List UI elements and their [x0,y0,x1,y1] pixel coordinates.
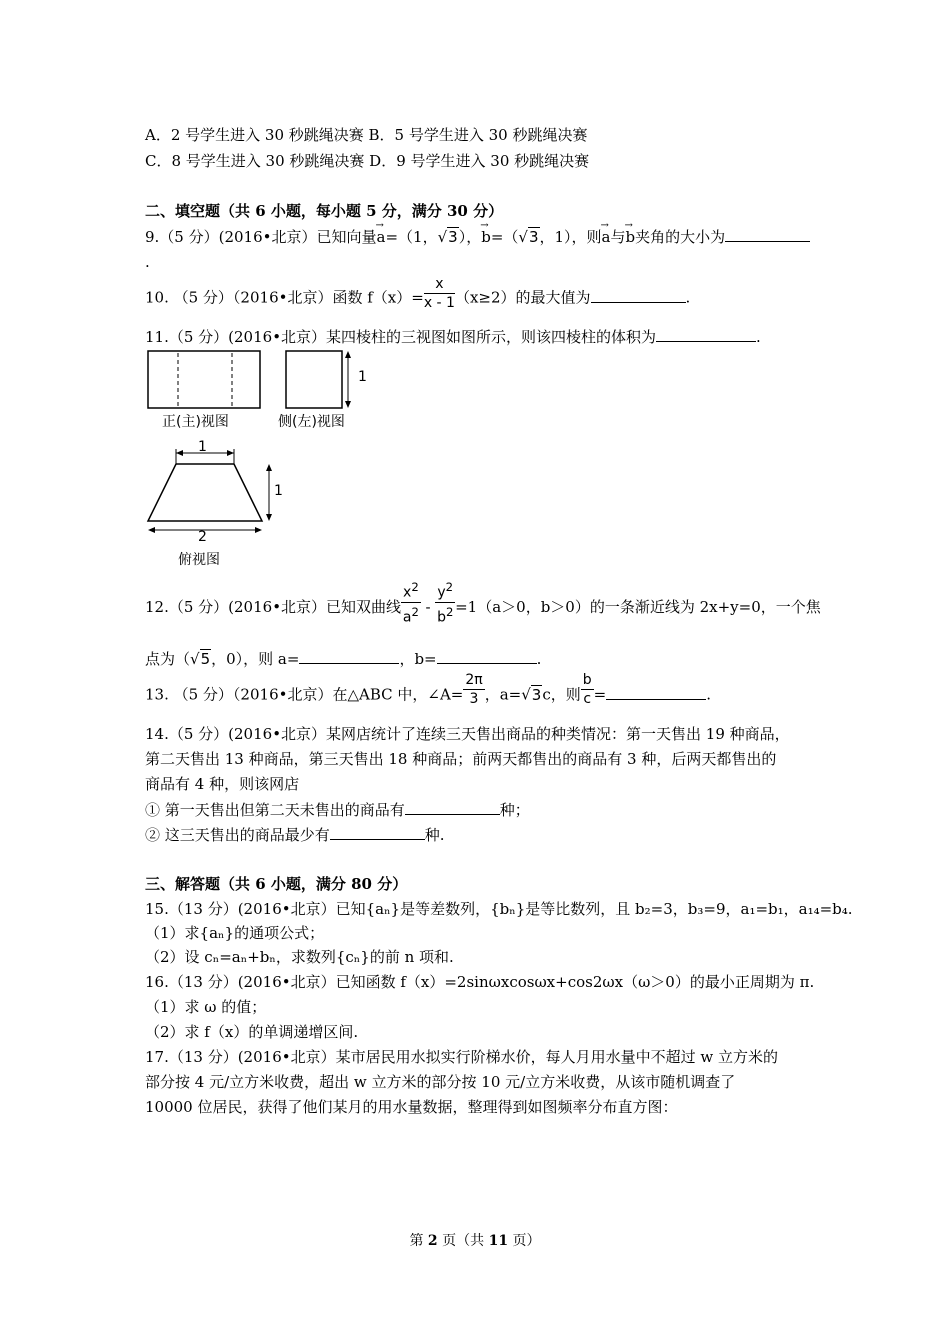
fraction-denominator [435,603,455,627]
question-15-line1: 15.（13 分）(2016•北京）已知{aₙ}是等差数列，{bₙ}是等比数列，且 b₂=3，b₃=9，a₁=b₁，a₁₄=b₄. [145,900,853,918]
question-16-line1: 16.（13 分）(2016•北京）已知函数 f（x）=2sinωxcosωx+cos2ωx（ω＞0）的最小正周期为 π. [145,973,815,991]
q12-end: . [536,650,542,668]
answer-blank[interactable] [330,824,425,840]
q9-text: 与 [610,228,626,246]
var-a: a [402,609,412,626]
three-view-drawing [140,345,380,575]
answer-blank-a[interactable] [299,648,399,664]
question-17-line1: 17.（13 分）(2016•北京）某市居民用水拟实行阶梯水价，每人月用水量中不超过 w 立方米的 [145,1048,778,1066]
question-12-line2 [145,648,541,669]
q11-text: 11.（5 分）(2016•北京）某四棱柱的三视图如图所示，则该四棱柱的体积为 [145,328,657,346]
question-16-line2: （1）求 ω 的值； [145,998,267,1016]
q12-text: 点为（ [145,650,191,668]
arrow-down [266,514,272,521]
question-14-line2: 第二天售出 13 种商品，第三天售出 18 种商品；前两天都售出的商品有 3 种，后两天都售出的 [145,750,777,768]
q11-end: . [756,328,761,346]
fraction [401,578,421,626]
front-view-label: 正(主)视图 [162,414,229,430]
question-17-line2: 部分按 4 元/立方米收费，超出 w 立方米的部分按 10 元/立方米收费，从该市随机调查了 [145,1073,736,1091]
question-15-line2: （1）求{aₙ}的通项公式； [145,924,325,942]
sqrt-radicand: 5 [200,650,211,668]
fraction-denominator: c [583,691,592,707]
q9-text: =（1， [385,228,438,246]
answer-blank[interactable] [725,226,810,242]
q14-sub2-end: 种. [424,826,445,844]
q9-text: 夹角的大小为 [635,228,726,246]
option-line-cd: C．8 号学生进入 30 秒跳绳决赛 D．9 号学生进入 30 秒跳绳决赛 [145,152,590,170]
top-view-trapezoid [148,464,262,521]
section-heading-solutions: 三、解答题（共 6 小题，满分 80 分） [145,875,408,893]
sqrt-symbol: √3 [437,228,458,246]
front-view-rect [148,351,260,408]
fraction-numerator: x [424,275,455,294]
fraction-numerator [435,578,455,603]
page-total: 11 [488,1233,509,1249]
q9-text: ）， [458,228,482,246]
q9-end: . [145,253,150,271]
q14-sub1-end: 种； [499,801,530,819]
answer-blank[interactable] [606,684,706,700]
q13-text: c，则 [542,685,581,704]
arrow-down [345,401,351,408]
sqrt-symbol: √3 [518,228,539,246]
side-view-rect [286,351,342,408]
q13-prefix: 13. （5 分）（2016•北京）在△ABC 中，∠A= [145,685,464,704]
top-width-label: 1 [198,439,207,455]
three-view-figure [140,345,380,575]
sqrt-symbol: √5 [190,650,211,668]
sqrt-radicand: 3 [448,228,458,246]
q14-sub1-text: ① 第一天售出但第二天未售出的商品有 [145,801,405,819]
top-height-label: 1 [274,483,283,499]
var-b: b [437,609,446,626]
footer-text: 页） [508,1233,541,1249]
sqrt-radicand: 3 [531,685,542,704]
page-number: 2 [427,1233,438,1249]
q12-text: ，b= [399,650,437,668]
question-14-line1: 14.（5 分）(2016•北京）某网店统计了连续三天售出商品的种类情况：第一天售出 19 种商品， [145,725,790,743]
vector-b: → b [481,227,491,247]
side-dim-label: 1 [358,369,367,385]
footer-text: 页（共 [437,1233,489,1249]
exponent: 2 [411,580,419,594]
fraction-numerator: 2π [465,672,483,688]
q9-prefix: 9.（5 分）(2016•北京）已知向量 [145,228,377,246]
question-10 [145,276,691,312]
minus-sign: - [420,598,436,617]
fraction [424,275,455,312]
question-17-line3: 10000 位居民，获得了他们某月的用水量数据，整理得到如图频率分布直方图： [145,1098,678,1116]
fraction-numerator: b [582,672,592,688]
fraction-numerator [401,578,421,603]
page-footer [0,1230,950,1250]
q14-sub2-text: ② 这三天售出的商品最少有 [145,826,330,844]
answer-blank-b[interactable] [437,648,537,664]
question-11 [145,326,761,347]
q12-prefix: 12.（5 分）(2016•北京）已知双曲线 [145,598,402,617]
bottom-width-label: 2 [198,529,207,545]
question-15-line3: （2）设 cₙ=aₙ+bₙ，求数列{cₙ}的前 n 项和. [145,948,454,966]
q10-prefix: 10. （5 分）（2016•北京）函数 f（x）= [145,288,424,307]
option-line-ab: A．2 号学生进入 30 秒跳绳决赛 B．5 号学生进入 30 秒跳绳决赛 [145,126,588,144]
arrow-right [255,527,262,533]
vector-b: → b [626,227,636,247]
question-14-sub2 [145,824,445,845]
fraction [435,578,455,626]
q10-end: . [685,288,691,307]
side-view-label: 侧(左)视图 [278,414,345,430]
section-heading-fill-in: 二、填空题（共 6 小题，每小题 5 分，满分 30 分） [145,202,504,220]
sqrt-radicand: 3 [528,228,539,246]
var-y: y [437,584,446,601]
arrow-up [266,464,272,471]
fraction [463,671,484,708]
answer-blank[interactable] [591,287,686,303]
q10-suffix: （x≥2）的最大值为 [454,288,591,307]
q13-text: = [593,685,607,704]
sqrt-symbol: √3 [521,685,542,704]
arrow-left [176,450,183,456]
question-16-line3: （2）求 f（x）的单调递增区间. [145,1023,359,1041]
footer-text: 第 [409,1233,428,1249]
fraction-denominator: x - 1 [423,295,455,311]
fraction [581,671,594,708]
q9-text: ，1），则 [539,228,602,246]
var-x: x [403,584,412,601]
fraction-denominator: 3 [469,691,479,707]
question-14-line3: 商品有 4 种，则该网店 [145,775,300,793]
vector-a: → a [602,227,611,247]
exponent: 2 [445,604,454,619]
arrow-left [148,527,155,533]
exponent: 2 [411,604,419,619]
question-14-sub1 [145,799,530,820]
exponent: 2 [445,580,454,594]
arrow-right [227,450,234,456]
top-view-label: 俯视图 [178,552,220,568]
question-12 [145,580,821,626]
q13-text: ，a= [484,685,522,704]
q12-text: ，0），则 a= [211,650,300,668]
vector-a: → a [377,227,386,247]
q9-text: =（ [490,228,519,246]
arrow-up [345,351,351,358]
answer-blank[interactable] [656,326,756,342]
question-9 [145,226,810,247]
fraction-denominator [401,603,421,627]
q12-suffix: =1（a＞0，b＞0）的一条渐近线为 2x+y=0，一个焦 [455,598,821,617]
answer-blank[interactable] [405,799,500,815]
q13-end: . [706,685,711,704]
